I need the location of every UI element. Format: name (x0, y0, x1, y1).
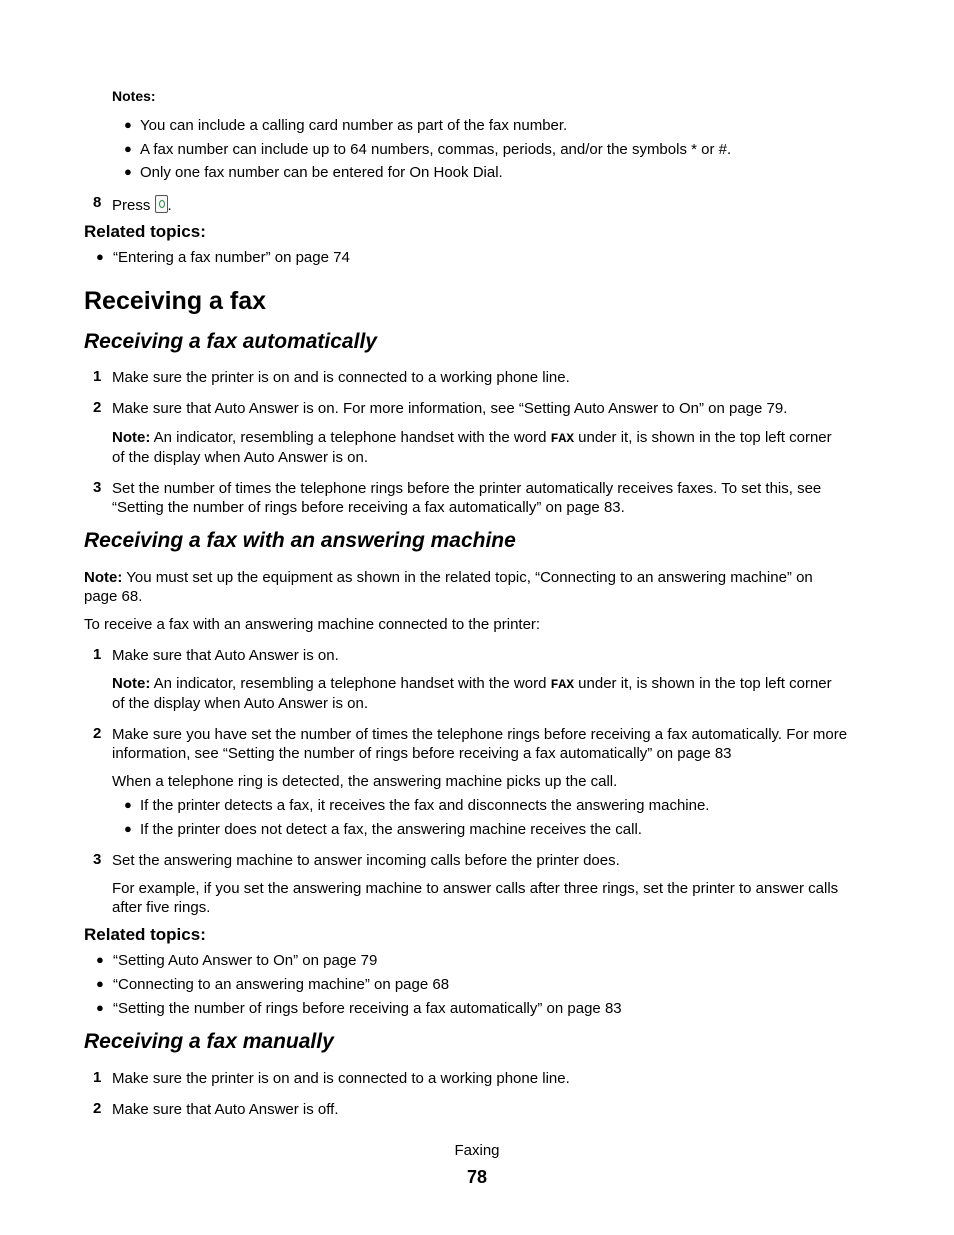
bullet-icon: ● (124, 141, 132, 156)
press-label: Press (112, 197, 151, 214)
note-label: Note: (84, 569, 123, 586)
step-text: Set the answering machine to answer incoming calls before the printer does. (112, 852, 620, 869)
note-text: page 68. (84, 588, 143, 605)
note-text: under it, is shown in the top left corner (578, 675, 832, 692)
related-link[interactable]: “Setting the number of rings before receiving a fax automatically” on page 83 (113, 1000, 622, 1017)
bullet-icon: ● (96, 249, 104, 264)
note-label: Note: (112, 429, 151, 446)
bullet-icon: ● (124, 117, 132, 132)
page-section-title: Receiving a fax (84, 287, 267, 315)
press-period: . (167, 197, 172, 214)
fax-word: FAX (550, 431, 574, 446)
notes-item: Only one fax number can be entered for On Hook Dial. (140, 164, 503, 181)
notes-item: You can include a calling card number as part of the fax number. (140, 117, 568, 134)
step-text: Set the number of times the telephone rings before the printer automatically receives faxes. To set this, see (112, 480, 822, 497)
note-line (84, 568, 813, 587)
step-number: 3 (93, 479, 102, 496)
related-link[interactable]: “Setting Auto Answer to On” on page 79 (113, 952, 378, 969)
step-text: Make sure that Auto Answer is on. (112, 647, 339, 664)
step-text: Make sure that Auto Answer is on. For more information, see “Setting Auto Answer to On” on page 79. (112, 400, 788, 417)
note-text: under it, is shown in the top left corner (578, 429, 832, 446)
step-number: 8 (93, 194, 102, 211)
step-text: Make sure the printer is on and is connected to a working phone line. (112, 369, 570, 386)
fax-word: FAX (550, 677, 574, 692)
step-number: 3 (93, 851, 102, 868)
step-text: “Setting the number of rings before receiving a fax automatically” on page 83. (112, 499, 625, 516)
step-number: 2 (93, 399, 102, 416)
note-text: An indicator, resembling a telephone handset with the word (153, 429, 547, 446)
footer-section: Faxing (454, 1142, 500, 1159)
note-text: of the display when Auto Answer is on. (112, 695, 368, 712)
step-number: 1 (93, 368, 102, 385)
note-text: You must set up the equipment as shown in the related topic, “Connecting to an answering machine” on (126, 569, 813, 586)
subsection-title: Receiving a fax with an answering machine (84, 529, 516, 552)
note-text: An indicator, resembling a telephone handset with the word (153, 675, 547, 692)
step-number: 2 (93, 725, 102, 742)
intro-text: To receive a fax with an answering machine connected to the printer: (84, 616, 541, 633)
bullet-icon: ● (96, 952, 104, 967)
note-label: Note: (112, 675, 151, 692)
related-link[interactable]: “Connecting to an answering machine” on page 68 (113, 976, 450, 993)
example-text: after five rings. (112, 899, 211, 916)
notes-label: Notes: (112, 88, 156, 104)
bullet-icon: ● (96, 1000, 104, 1015)
bullet-icon: ● (124, 164, 132, 179)
related-topics-heading: Related topics: (84, 222, 206, 241)
step-text: Make sure you have set the number of times the telephone rings before receiving a fax automatically. For more (112, 726, 848, 743)
list-item: If the printer detects a fax, it receives the fax and disconnects the answering machine. (140, 797, 710, 814)
notes-item: A fax number can include up to 64 numbers, commas, periods, and/or the symbols * or #. (140, 141, 732, 158)
step-number: 1 (93, 1069, 102, 1086)
step-number: 2 (93, 1100, 102, 1117)
step-text: Make sure that Auto Answer is off. (112, 1101, 339, 1118)
step-text: information, see “Setting the number of rings before receiving a fax automatically” on page 83 (112, 745, 732, 762)
note-text: of the display when Auto Answer is on. (112, 449, 368, 466)
step-number: 1 (93, 646, 102, 663)
example-text: For example, if you set the answering machine to answer calls after three rings, set the printer to answer calls (112, 880, 839, 897)
related-topics-heading: Related topics: (84, 925, 206, 944)
step8-text (112, 195, 172, 215)
start-button-icon (155, 195, 168, 213)
note-line (112, 428, 832, 448)
related-link[interactable]: “Entering a fax number” on page 74 (113, 249, 350, 266)
detail-text: When a telephone ring is detected, the answering machine picks up the call. (112, 773, 618, 790)
note-line (112, 674, 832, 694)
subsection-title: Receiving a fax automatically (84, 330, 377, 353)
bullet-icon: ● (96, 976, 104, 991)
list-item: If the printer does not detect a fax, the answering machine receives the call. (140, 821, 642, 838)
step-text: Make sure the printer is on and is connected to a working phone line. (112, 1070, 570, 1087)
page-number: 78 (466, 1167, 488, 1187)
bullet-icon: ● (124, 821, 132, 836)
subsection-title: Receiving a fax manually (84, 1030, 334, 1053)
bullet-icon: ● (124, 797, 132, 812)
